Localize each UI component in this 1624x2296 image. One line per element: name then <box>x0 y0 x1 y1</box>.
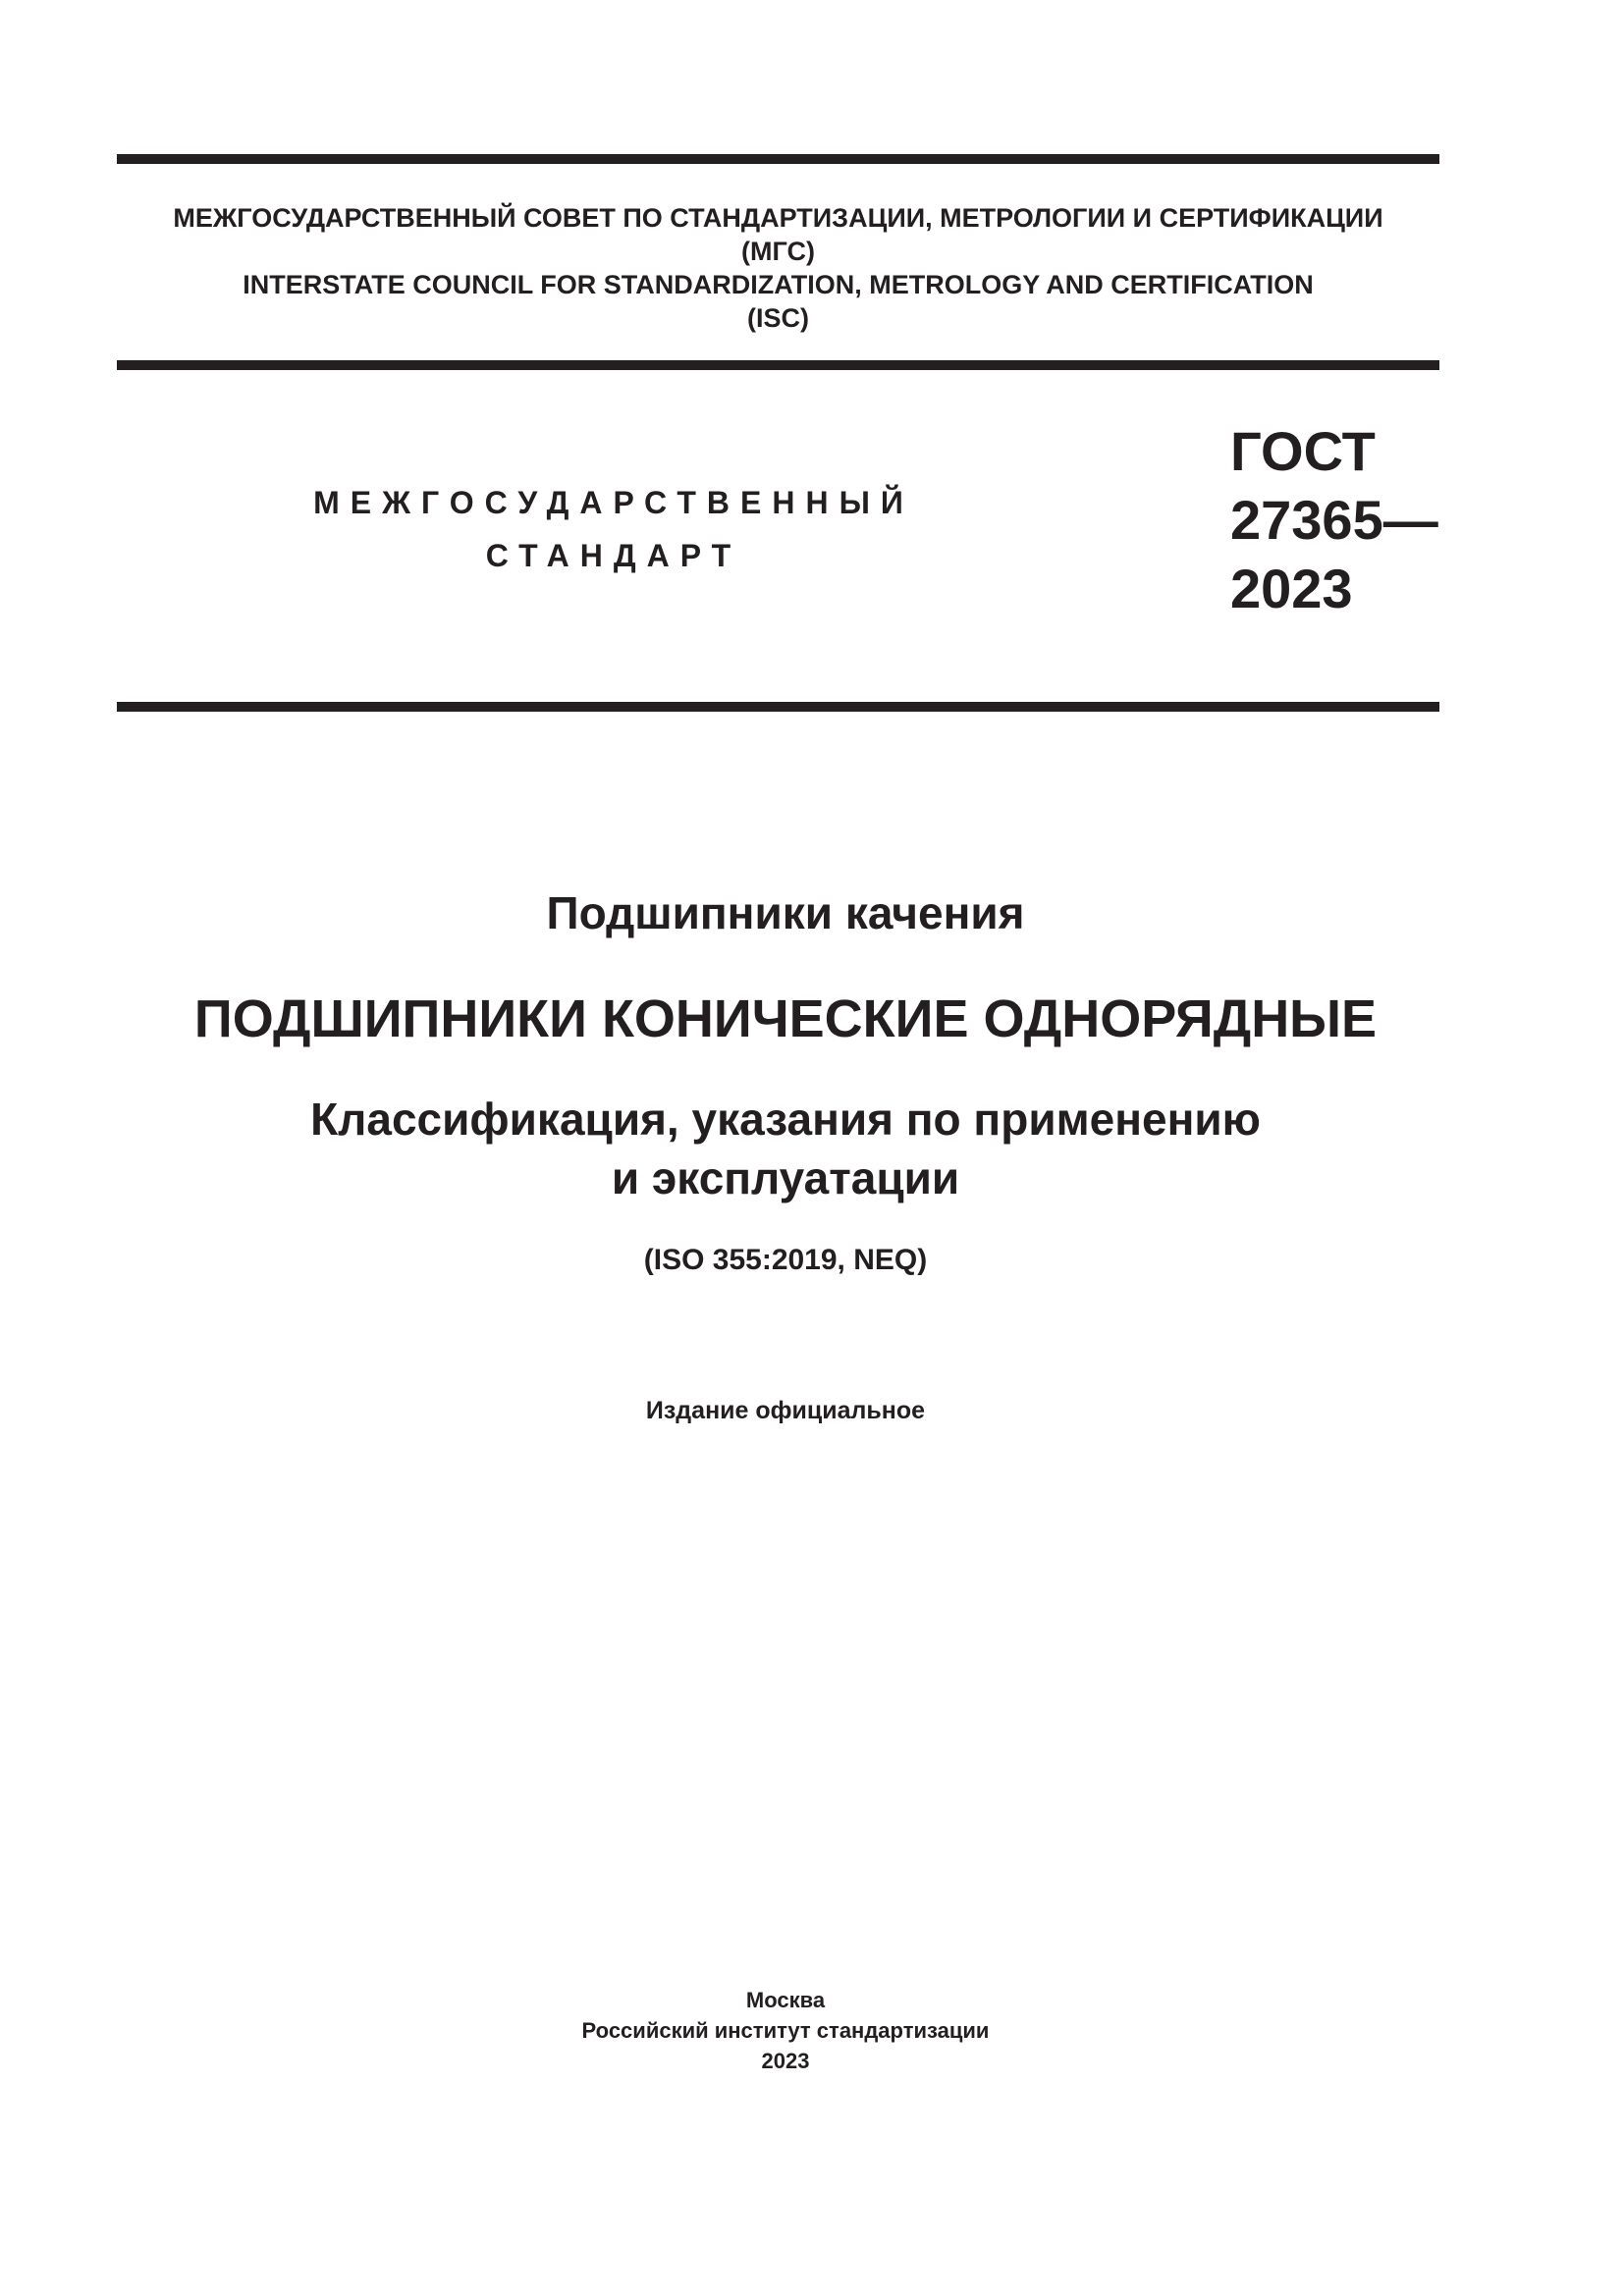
designation-year: 2023 <box>1230 558 1353 619</box>
footer-year: 2023 <box>761 2049 810 2073</box>
title-group: Подшипники качения <box>546 887 1025 938</box>
designation-prefix: ГОСТ <box>1230 420 1376 482</box>
standard-designation <box>1230 417 1438 623</box>
title-description-line2: и эксплуатации <box>611 1152 960 1203</box>
council-name-ru: МЕЖГОСУДАРСТВЕННЫЙ СОВЕТ ПО СТАНДАРТИЗАЦИИ, МЕТРОЛОГИИ И СЕРТИФИКАЦИИ <box>173 203 1383 233</box>
designation-number: 27365— <box>1230 489 1438 551</box>
footer-publisher: Российский институт стандартизации <box>581 2018 990 2043</box>
designation-rule <box>117 702 1439 712</box>
iso-reference: (ISO 355:2019, NEQ) <box>643 1244 928 1276</box>
council-header <box>117 201 1439 335</box>
title-description-line1: Классификация, указания по применению <box>310 1094 1261 1145</box>
footer-city: Москва <box>745 1988 826 2012</box>
standard-type-line1: МЕЖГОСУДАРСТВЕННЫЙ <box>313 485 914 520</box>
standard-type-line2: СТАНДАРТ <box>485 538 742 573</box>
council-name-en: INTERSTATE COUNCIL FOR STANDARDIZATION, METROLOGY AND CERTIFICATION <box>243 270 1314 299</box>
publisher-footer <box>98 1985 1473 2076</box>
standard-type <box>295 476 933 582</box>
council-abbr-ru: (МГС) <box>741 237 815 266</box>
title-description <box>98 1090 1473 1207</box>
top-rule <box>117 154 1439 164</box>
edition-note: Издание официальное <box>645 1397 926 1424</box>
council-rule <box>117 360 1439 370</box>
title-main: ПОДШИПНИКИ КОНИЧЕСКИЕ ОДНОРЯДНЫЕ <box>193 989 1378 1048</box>
council-abbr-en: (ISC) <box>747 303 809 333</box>
